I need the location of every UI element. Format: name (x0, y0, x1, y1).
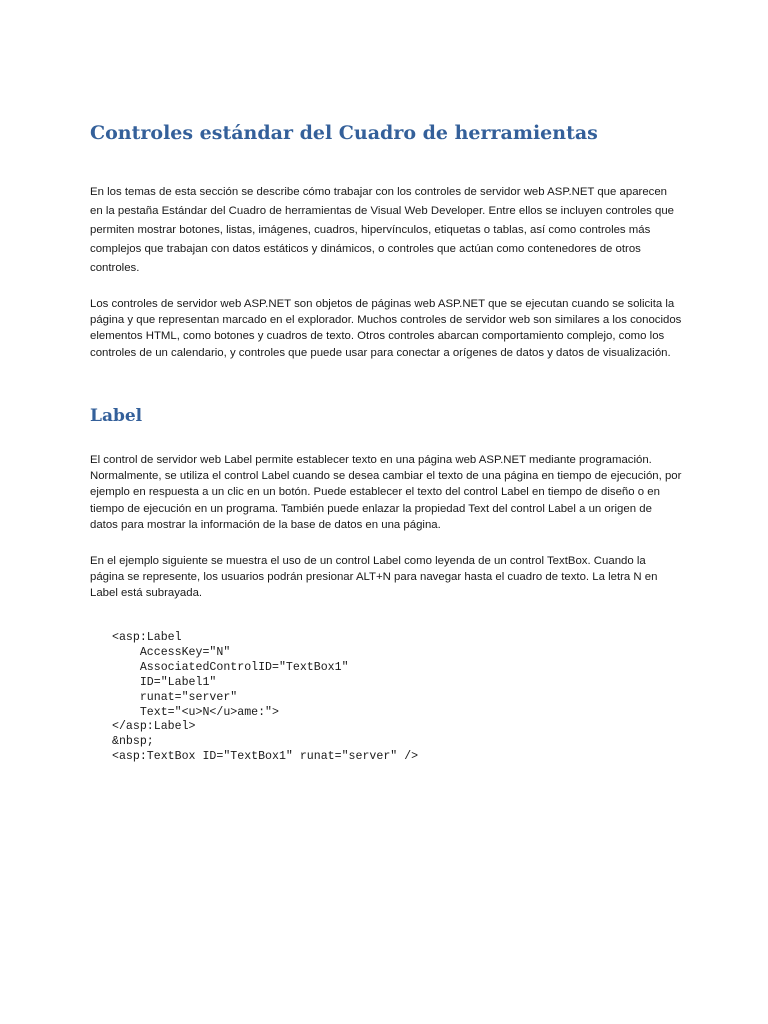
code-line: AccessKey="N" (112, 645, 231, 659)
code-line: <asp:Label (112, 631, 182, 644)
code-line: <asp:TextBox ID="TextBox1" runat="server" /> (112, 750, 419, 764)
code-line: Text="<u>N</u>ame:"> (112, 705, 279, 719)
intro-paragraph-2: Los controles de servidor web ASP.NET son objetos de páginas web ASP.NET que se ejecutan cuando se solicita la página y que representan marcado en el explorador. Muchos controles de servidor web son similares a los conocidos elementos HTML, como botones y cuadros de texto. Otros controles abarcan comportamiento complejo, como los controles de un calendario, y controles que puede usar para conectar a orígenes de datos y datos de visualización. (90, 298, 682, 359)
code-line: ID="Label1" (112, 675, 217, 689)
section-heading-label: Label (90, 406, 143, 426)
code-line: &nbsp; (112, 735, 154, 749)
code-sample (112, 631, 418, 765)
label-paragraph-2: En el ejemplo siguiente se muestra el uso de un control Label como leyenda de un control TextBox. Cuando la página se represente, los usuarios podrán presionar ALT+N para navegar hasta el cuadro de texto. La letra N en Label está subrayada. (90, 555, 658, 600)
code-line: </asp:Label> (112, 720, 196, 734)
code-line: runat="server" (112, 690, 238, 704)
label-paragraph-1: El control de servidor web Label permite establecer texto en una página web ASP.NET mediante programación. Normalmente, se utiliza el control Label cuando se desea cambiar el texto de una página en tiempo de ejecución, por ejemplo en respuesta a un clic en un botón. Puede establecer el texto del control Label en tiempo de diseño o en tiempo de ejecución en un programa. También puede enlazar la propiedad Text del control Label a un origen de datos para mostrar la información de la base de datos en una página. (90, 454, 682, 531)
page-title: Controles estándar del Cuadro de herramientas (90, 122, 598, 144)
intro-paragraph-1: En los temas de esta sección se describe cómo trabajar con los controles de servidor web ASP.NET que aparecen en la pestaña Estándar del Cuadro de herramientas de Visual Web Developer. Entre ellos se incluyen controles que permiten mostrar botones, listas, imágenes, cuadros, hipervínculos, etiquetas o tablas, así como controles más complejos que trabajan con datos estáticos y dinámicos, o controles que actúan como contenedores de otros controles. (90, 186, 675, 274)
code-line: AssociatedControlID="TextBox1" (112, 660, 349, 674)
